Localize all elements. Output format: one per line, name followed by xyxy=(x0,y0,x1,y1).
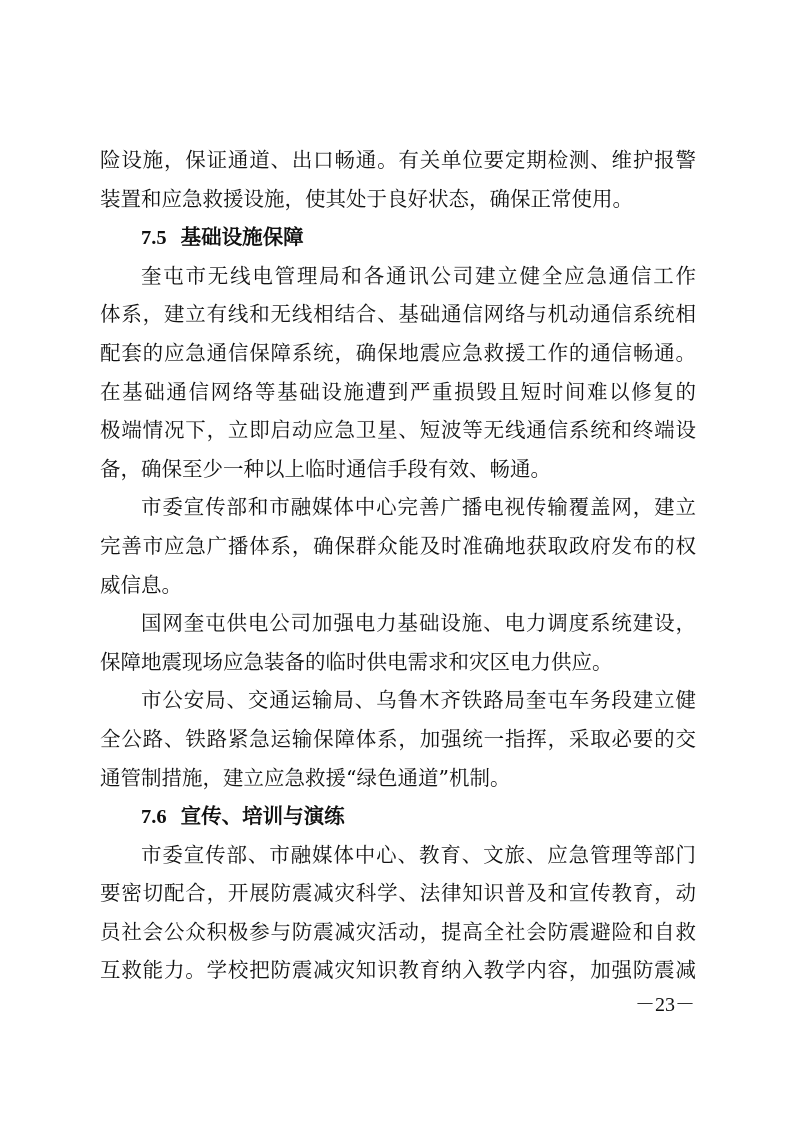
text-line: 全公路、铁路紧急运输保障体系，加强统一指挥，采取必要的交 xyxy=(100,726,696,751)
text-line: 在基础通信网络等基础设施遭到严重损毁且短时间难以修复的 xyxy=(100,379,696,404)
text-line: 险设施，保证通道、出口畅通。有关单位要定期检测、维护报警 xyxy=(100,148,696,172)
text-line: 通管制措施，建立应急救援“绿色通道”机制。 xyxy=(100,765,511,790)
text-line: 极端情况下，立即启动应急卫星、短波等无线通信系统和终端设 xyxy=(100,418,696,443)
text-line: 要密切配合，开展防震减灾科学、法律知识普及和宣传教育，动 xyxy=(100,881,696,906)
text-line: 员社会公众积极参与防震减灾活动，提高全社会防震避险和自救 xyxy=(100,919,696,944)
section-title: 宣传、培训与演练 xyxy=(180,804,345,829)
section-heading-7-5 xyxy=(100,218,696,257)
page-number: －23－ xyxy=(635,994,695,1016)
section-heading-7-6 xyxy=(100,797,696,836)
text-line: 体系，建立有线和无线相结合、基础通信网络与机动通信系统相 xyxy=(100,302,696,327)
text-line: 互救能力。学校把防震减灾知识教育纳入教学内容，加强防震减 xyxy=(100,958,696,983)
text-line: 市委宣传部和市融媒体中心完善广播电视传输覆盖网，建立 xyxy=(141,495,696,520)
text-line: 完善市应急广播体系，确保群众能及时准确地获取政府发布的权 xyxy=(100,533,696,558)
section-title: 基础设施保障 xyxy=(180,225,304,250)
text-line: 配套的应急通信保障系统，确保地震应急救援工作的通信畅通。 xyxy=(100,340,696,365)
text-line: 保障地震现场应急装备的临时供电需求和灾区电力供应。 xyxy=(100,649,613,674)
text-line: 市委宣传部、市融媒体中心、教育、文旅、应急管理等部门 xyxy=(141,842,696,867)
text-line: 备，确保至少一种以上临时通信手段有效、畅通。 xyxy=(100,456,551,481)
body-text xyxy=(100,141,696,990)
text-line: 装置和应急救援设施，使其处于良好状态，确保正常使用。 xyxy=(100,186,633,211)
text-line: 市公安局、交通运输局、乌鲁木齐铁路局奎屯车务段建立健 xyxy=(141,688,696,713)
section-number: 7.5 xyxy=(141,227,167,250)
text-line: 奎屯市无线电管理局和各通讯公司建立健全应急通信工作 xyxy=(141,263,696,288)
text-line: 国网奎屯供电公司加强电力基础设施、电力调度系统建设， xyxy=(141,611,696,636)
section-number: 7.6 xyxy=(141,806,167,829)
text-line: 威信息。 xyxy=(100,572,182,597)
